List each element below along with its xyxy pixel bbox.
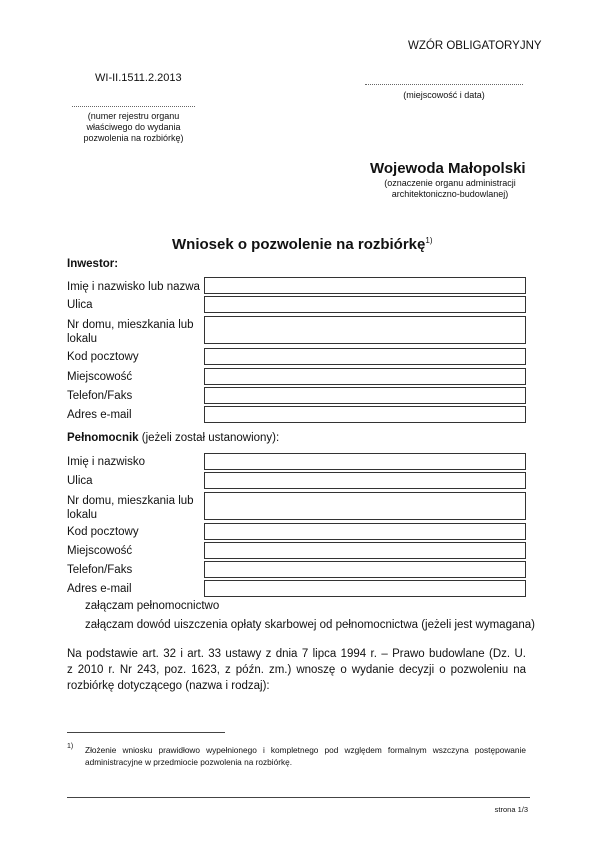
investor-city-label: Miejscowość <box>67 371 133 383</box>
proxy-name-label: Imię i nazwisko <box>67 456 145 468</box>
proxy-house-label: Nr domu, mieszkania lub lokalu <box>67 495 194 521</box>
investor-name-input[interactable] <box>204 277 526 294</box>
footnote-separator <box>67 732 225 733</box>
register-caption: (numer rejestru organu właściwego do wydania pozwolenia na rozbiórkę) <box>83 111 184 143</box>
proxy-heading: Pełnomocnik (jeżeli został ustanowiony): <box>67 432 280 444</box>
request-paragraph: Na podstawie art. 32 i art. 33 ustawy z dnia 7 lipca 1994 r. – Prawo budowlane (Dz. U. z 2010 r. Nr 243, poz. 1623, z późn. zm.) wnoszę o wydanie decyzji o pozwoleniu na rozbiórkę dotyczącego (nazwa i rodzaj): <box>67 648 526 692</box>
investor-phone-input[interactable] <box>204 387 526 404</box>
investor-email-input[interactable] <box>204 406 526 423</box>
page-number: strona 1/3 <box>494 805 528 814</box>
proxy-postal-label: Kod pocztowy <box>67 526 139 538</box>
proxy-house-input[interactable] <box>204 492 526 520</box>
attach-power-of-attorney[interactable]: załączam pełnomocnictwo <box>85 600 220 612</box>
proxy-street-label: Ulica <box>67 475 93 487</box>
proxy-name-input[interactable] <box>204 453 526 470</box>
investor-street-input[interactable] <box>204 296 526 313</box>
investor-postal-label: Kod pocztowy <box>67 351 139 363</box>
register-line <box>72 106 195 107</box>
page-title: Wniosek o pozwolenie na rozbiórkę$^{1)}$ <box>172 236 433 253</box>
investor-postal-input[interactable] <box>204 348 526 365</box>
title-footnote-mark: 1) <box>425 236 433 245</box>
proxy-city-input[interactable] <box>204 542 526 559</box>
proxy-street-input[interactable] <box>204 472 526 489</box>
footnote-mark: 1) <box>67 743 74 750</box>
footnote-text: Złożenie wniosku prawidłowo wypełnionego i kompletnego pod względem formalnym wszczyna postępowanie administracyjne w przedmiocie pozwolenia na rozbiórkę. <box>85 745 526 767</box>
investor-house-input[interactable] <box>204 316 526 344</box>
obligatory-label: WZÓR OBLIGATORYJNY <box>408 40 542 52</box>
place-date-line <box>365 84 523 85</box>
proxy-city-label: Miejscowość <box>67 545 133 557</box>
proxy-email-label: Adres e-mail <box>67 583 132 595</box>
investor-street-label: Ulica <box>67 299 93 311</box>
authority-name: Wojewoda Małopolski <box>370 160 526 177</box>
investor-house-label: Nr domu, mieszkania lub lokalu <box>67 319 194 345</box>
footer-rule <box>67 797 530 798</box>
investor-phone-label: Telefon/Faks <box>67 390 133 402</box>
attach-stamp-duty-proof[interactable]: załączam dowód uiszczenia opłaty skarbowej od pełnomocnictwa (jeżeli jest wymagana) <box>85 619 535 631</box>
investor-heading: Inwestor: <box>67 258 119 270</box>
proxy-postal-input[interactable] <box>204 523 526 540</box>
proxy-email-input[interactable] <box>204 580 526 597</box>
register-number: WI-II.1511.2.2013 <box>95 72 182 84</box>
place-date-caption: (miejscowość i data) <box>403 90 485 100</box>
investor-name-label: Imię i nazwisko lub nazwa <box>67 281 200 293</box>
investor-email-label: Adres e-mail <box>67 409 132 421</box>
proxy-phone-input[interactable] <box>204 561 526 578</box>
investor-city-input[interactable] <box>204 368 526 385</box>
proxy-phone-label: Telefon/Faks <box>67 564 133 576</box>
authority-caption: (oznaczenie organu administracji architektoniczno-budowlanej) <box>384 178 516 199</box>
